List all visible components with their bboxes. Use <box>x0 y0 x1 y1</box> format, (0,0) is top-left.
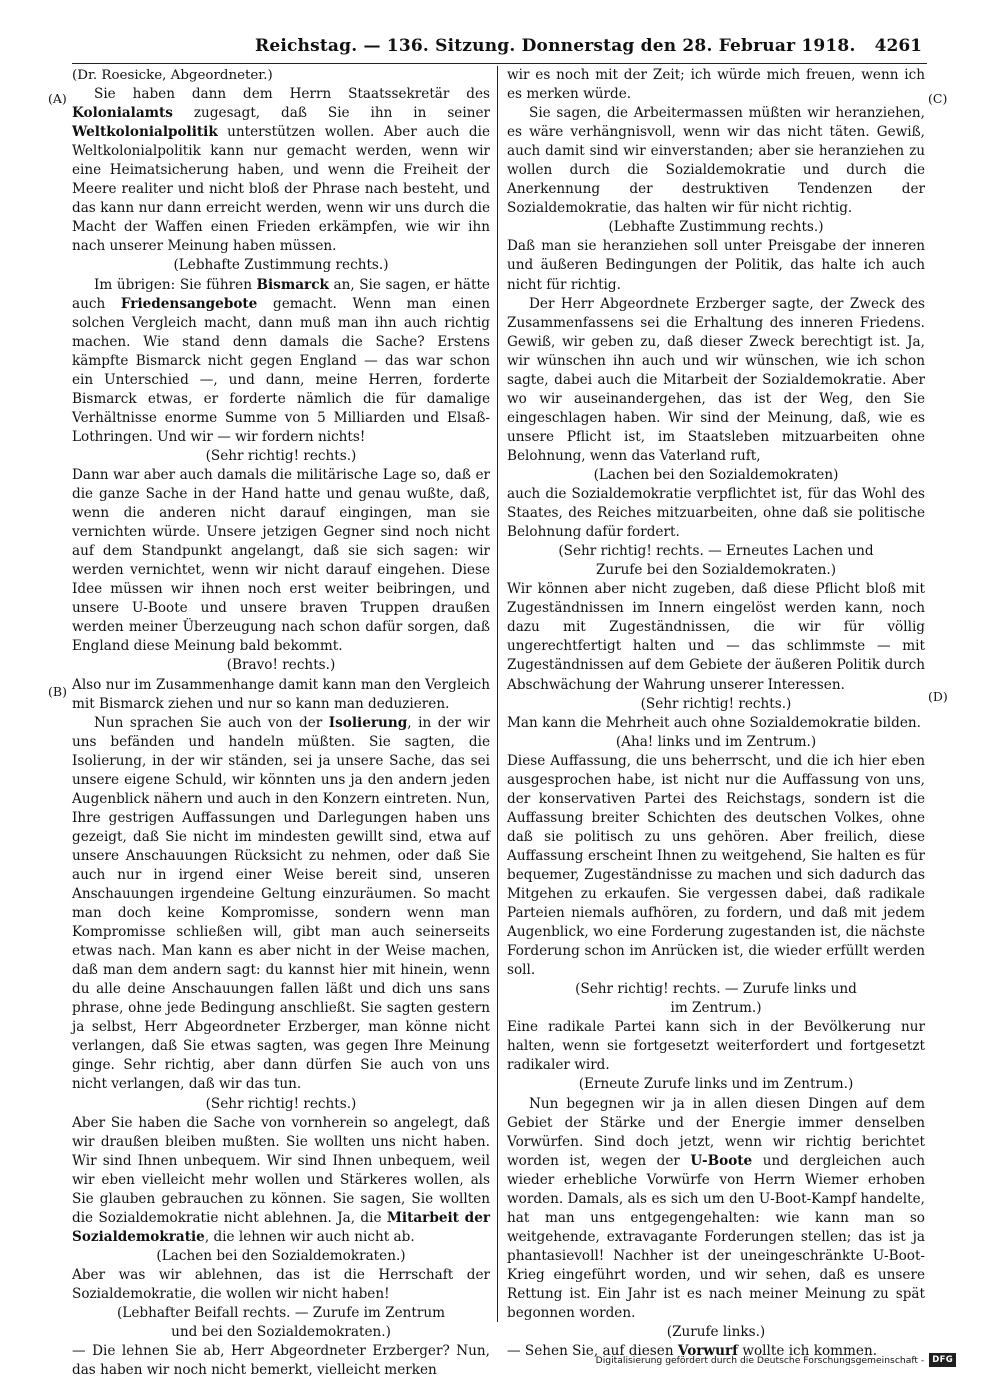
footer-credit <box>596 1353 956 1367</box>
reaction: im Zentrum.) <box>670 1000 762 1017</box>
paragraph: Aber was wir ablehnen, das ist die Herrschaft der Sozialdemokratie, die wollen wir nicht haben! <box>72 1266 490 1302</box>
speaker-line: (Dr. Roesicke, Abgeordneter.) <box>72 68 273 83</box>
paragraph: Eine radikale Partei kann sich in der Bevölkerung nur halten, wenn sie fortgesetzt weiterfordert und fortgesetzt radikaler wird. <box>507 1019 925 1074</box>
paragraph: Wir können aber nicht zugeben, daß diese Pflicht bloß mit Zugeständnissen im Innern eingelöst werden kann, noch dazu mit Zugeständnissen, die wir für völlig ungerechtfertigt halten und — das schlimmste — mit Zugeständnissen auf dem Gebiete der äußeren Politik durch Abschwächung der Wahrung unserer Interessen. <box>507 581 925 693</box>
paragraph: wir es noch mit der Zeit; ich würde mich freuen, wenn ich es merken würde. <box>507 67 925 103</box>
reaction: (Lachen bei den Sozialdemokraten.) <box>156 1247 406 1264</box>
reaction: (Sehr richtig! rechts.) <box>640 695 792 712</box>
reaction: (Zurufe links.) <box>666 1324 766 1341</box>
reaction: (Lachen bei den Sozialdemokraten) <box>593 466 839 483</box>
reaction: (Sehr richtig! rechts. — Zurufe links und <box>575 981 857 998</box>
reaction: Zurufe bei den Sozialdemokraten.) <box>595 562 837 579</box>
paragraph: Der Herr Abgeordnete Erzberger sagte, der Zweck des Zusammenfassens sei die Erhaltung des inneren Friedens. Gewiß, wir geben zu, daß dieser Zweck berechtigt ist. Ja, wir wünschen ihn auch und wir wünschen, wie ich schon sagte, dabei auch die Mitarbeit der Sozialdemokratie. Aber wo wir auseinandergehen, das ist der Weg, den Sie eingeschlagen haben. Wir sind der Meinung, daß, wie es unsere Pflicht ist, im Staatsleben mitzuarbeiten ohne Belohnung, wenn das Vaterland ruft, <box>507 295 925 464</box>
paragraph: Also nur im Zusammenhange damit kann man den Vergleich mit Bismarck ziehen und nur so kann man deduzieren. <box>72 676 490 712</box>
margin-mark-d: (D) <box>928 689 948 704</box>
paragraph: Nun begegnen wir ja in allen diesen Dingen auf dem Gebiet der Stärke und der Energie immer denselben Vorwürfen. Sind doch jetzt, wenn wir richtig berichtet worden ist, wegen der U-Boote und dergleichen auch wieder erhebliche Vorwürfe von Herrn Wiemer erhoben worden. Damals, als es sich um den U-Boot-Kampf handelte, hat man uns entgegengehalten: wie kann man so weitgehende, extravagante Forderungen stellen; das ist ja phantasievoll! Nachher ist der uneingeschränkte U-Boot-Krieg eingeführt worden, und wir sehen, daß es unsere Rettung ist. Ein Jahr ist es nach meiner Meinung zu spät begonnen worden. <box>507 1095 925 1322</box>
footer-text: Digitalisierung gefördert durch die Deutsche Forschungsgemeinschaft - <box>595 1354 925 1366</box>
paragraph: Sie haben dann dem Herrn Staatssekretär des Kolonialamts zugesagt, daß Sie ihn in seiner Weltkolonialpolitik unterstützen wollen. Aber auch die Weltkolonialpolitik kann nur gemacht werden, wenn wir eine Heimatsicherung haben, und wenn die Freiheit der Meere realiter und nicht bloß der Phrase nach besteht, und das kann nur dann erreicht werden, wenn wir uns durch die Macht der Waffen einen Frieden erkämpfen, wie wir ihn nach unserer Meinung haben müssen. <box>72 86 490 255</box>
margin-mark-a: (A) <box>48 91 67 106</box>
paragraph: Nun sprachen Sie auch von der Isolierung, in der wir uns befänden und handeln müßten. Sie sagten, die Isolierung, in der wir ständen, sei ja unsere Sache, das sei unsere eigene Schuld, wir könnten uns ja den andern jeden Augenblick nähern und auch in den Konzern eintreten. Nun, Ihre gestrigen Auffassungen und Darlegungen haben uns gezeigt, daß Sie nicht im mindesten gewillt sind, etwa auf unsere Anschauungen Rücksicht zu nehmen, oder daß Sie auch nur in irgend einer Weise bereit sind, unseren Anschauungen irgendeine Geltung einzuräumen. So macht man doch keine Kompromisse, sondern wenn man Kompromisse schließen will, gibt man auch seinerseits etwas nach. Man kann es aber nicht in der Weise machen, daß man dem andern sagt: du kannst hier mit hinein, wenn du alle deine Anschauungen fallen läßt und dich uns sans phrase, ohne jede Bedingung anschließt. Sie sagten gestern ja selbst, Herr Abgeordneter Erzberger, man könne nicht verlangen, daß Sie etwas sagten, was gegen Ihre Meinung ginge. Sehr richtig, aber dann dürfen Sie auch von uns nicht verlangen, daß wir das tun. <box>72 714 490 1093</box>
paragraph: Sie sagen, die Arbeitermassen müßten wir heranziehen, es wäre verhängnisvoll, wenn wir das nicht täten. Gewiß, auch damit sind wir einverstanden; aber sie heranziehen zu wollen durch die Sozialdemokratie und durch die Anerkennung der destruktiven Tendenzen der Sozialdemokratie, das halten wir für nicht richtig. <box>507 105 925 217</box>
running-header: Reichstag. — 136. Sitzung. Donnerstag den 28. Februar 1918. <box>255 36 856 56</box>
dfg-logo: DFG <box>929 1353 956 1367</box>
paragraph: Daß man sie heranziehen soll unter Preisgabe der inneren und äußeren Bedingungen der Politik, das halte ich auch nicht für richtig. <box>507 238 925 293</box>
header-rule <box>72 63 927 64</box>
reaction: (Bravo! rechts.) <box>226 657 336 674</box>
paragraph: Dann war aber auch damals die militärische Lage so, daß er die ganze Sache in der Hand hatte und genau wußte, daß, wenn die anderen nicht darauf eingingen, man sie vernichten würde. Unsere jetzigen Gegner sind noch nicht auf dem Standpunkt angelangt, daß sie sich sagen: wir werden vernichtet, wenn wir nicht darauf eingehen. Diese Idee müssen wir ihnen noch erst weiter beibringen, und unsere U-Boote und unsere braven Truppen draußen werden meiner Überzeugung nach schon dafür sorgen, daß England diese Meinung bald bekommt. <box>72 466 490 655</box>
left-column <box>72 66 490 1380</box>
reaction: (Sehr richtig! rechts.) <box>205 1095 357 1112</box>
reaction: (Lebhafter Beifall rechts. — Zurufe im Zentrum <box>117 1305 445 1322</box>
page-number: 4261 <box>874 36 922 56</box>
reaction: (Sehr richtig! rechts. — Erneutes Lachen und <box>558 543 874 560</box>
paragraph: — Die lehnen Sie ab, Herr Abgeordneter Erzberger? Nun, das haben wir noch nicht bemerkt, vielleicht merken <box>72 1343 490 1379</box>
paragraph: Man kann die Mehrheit auch ohne Sozialdemokratie bilden. <box>507 714 921 731</box>
paragraph: Aber Sie haben die Sache von vornherein so angelegt, daß wir draußen bleiben mußten. Sie wollten uns nicht haben. Wir sind Ihnen unbequem. Wir sind Ihnen unbequem, weil wir eben vielleicht mehr wollen und Stärkeres wollen, als Sie glauben gebrauchen zu können. Sie sagen, Sie wollten die Sozialdemokratie nicht ablehnen. Ja, die Mitarbeit der Sozialdemokratie, die lehnen wir auch nicht ab. <box>72 1114 491 1245</box>
right-column <box>507 66 925 1361</box>
paragraph: — Sehen Sie, auf diesen Vorwurf wollte ich kommen. <box>507 1343 878 1360</box>
reaction: (Aha! links und im Zentrum.) <box>615 733 817 750</box>
reaction: (Sehr richtig! rechts.) <box>205 447 357 464</box>
reaction: und bei den Sozialdemokraten.) <box>171 1324 391 1341</box>
reaction: (Lebhafte Zustimmung rechts.) <box>608 219 824 236</box>
paragraph: Im übrigen: Sie führen Bismarck an, Sie sagen, er hätte auch Friedensangebote gemacht. Wenn man einen solchen Vergleich macht, dann muß man ihn auch richtig machen. Wie stand denn damals die Sache? Erstens kämpfte Bismarck nicht gegen England — das war schon ein Unterschied —, und dann, meine Herren, forderte Bismarck etwas, er forderte nämlich die für damalige Verhältnisse enorme Summe von 5 Milliarden und Elsaß-Lothringen. Und wir — wir fordern nichts! <box>72 276 490 445</box>
reaction: (Lebhafte Zustimmung rechts.) <box>173 257 389 274</box>
column-separator <box>497 66 498 1322</box>
paragraph: auch die Sozialdemokratie verpflichtet ist, für das Wohl des Staates, des Reiches mitzuarbeiten, ohne daß sie politische Belohnung dafür fordert. <box>507 486 925 541</box>
margin-mark-c: (C) <box>928 91 948 106</box>
paragraph: Diese Auffassung, die uns beherrscht, und die ich hier eben ausgesprochen habe, ist nicht nur die Auffassung von uns, der konservativen Partei des Reichstags, sondern ist die Auffassung breiter Schichten des deutschen Volkes, ohne daß sie politisch zu uns gehören. Aber freilich, diese Auffassung erscheint Ihnen zu weitgehend, Sie halten es für bequemer, Zugeständnisse zu machen und sich dadurch das Mitgehen zu erkaufen. Sie vergessen dabei, daß radikale Parteien niemals aufhören, zu fordern, und daß mit jedem Augenblick, wo eine Forderung zugestanden ist, die nächste Forderung schon im Anrücken ist, die wieder erfüllt werden soll. <box>507 752 925 979</box>
margin-mark-b: (B) <box>48 684 67 699</box>
reaction: (Erneute Zurufe links und im Zentrum.) <box>578 1076 854 1093</box>
